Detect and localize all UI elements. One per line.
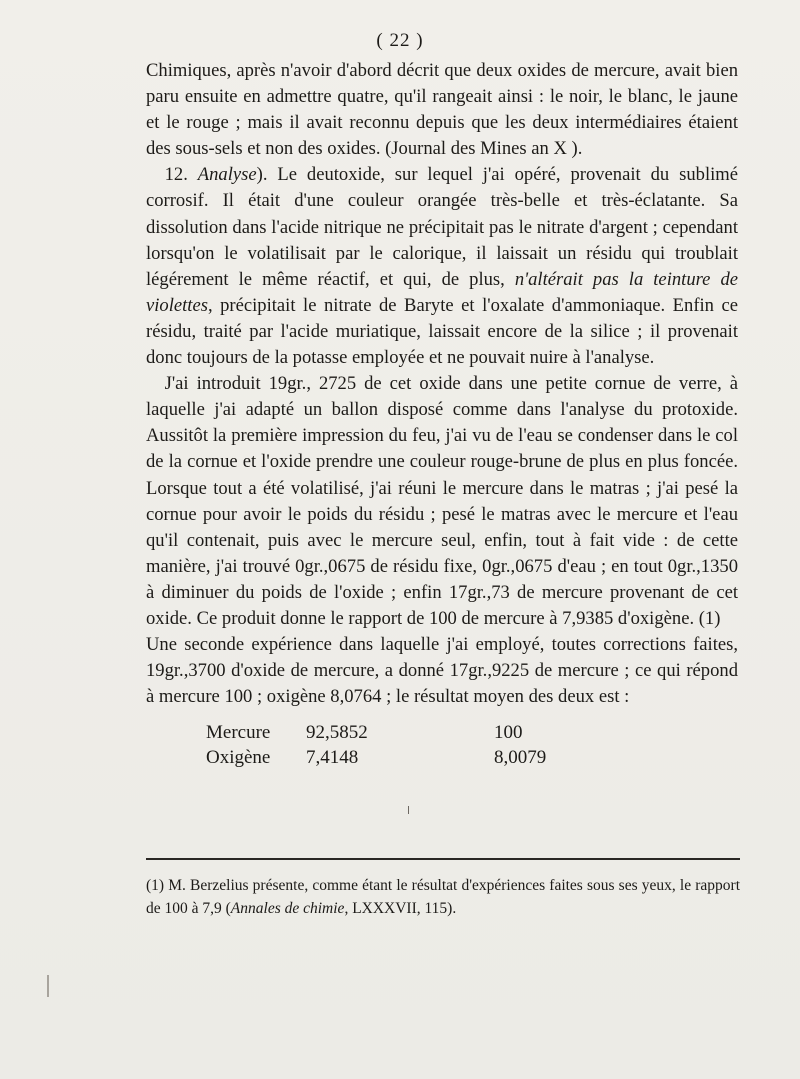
result-label: Oxigène [206, 747, 271, 769]
print-mark [408, 806, 409, 814]
paragraph-continuation: Chimiques, après n'avoir d'abord décrit que deux oxides de mercure, avait bien paru ensuite en admettre quatre, qu'il rangeait ainsi : le noir, le blanc, le jaune et le rouge ; mais il avait reconnu depuis que les deux intermédiaires étaient des sous-sels et non des oxides. (Journal des Mines an X ). [146, 60, 738, 160]
result-value: 92,5852 [306, 722, 368, 744]
result-row-mercure [206, 720, 738, 745]
paragraph-section-12 [146, 162, 738, 371]
result-ratio: 100 [494, 722, 523, 744]
result-ratio: 8,0079 [494, 747, 547, 769]
results-table [206, 720, 738, 770]
footnote [146, 874, 740, 920]
result-value: 7,4148 [306, 747, 359, 769]
footnote-citation: Annales de chimie [230, 900, 345, 917]
footnote-text: (1) M. Berzelius présente, comme étant le résultat d'expériences faites sous ses yeux, le rapport de 100 à 7,9 ( [146, 877, 740, 917]
paragraph-experiment-1: J'ai introduit 19gr., 2725 de cet oxide dans une petite cornue de verre, à laquelle j'ai adapté un ballon disposé comme dans l'analyse du protoxide. Aussitôt la première impression du feu, j'ai vu de l'eau se condenser dans le col de la cornue et l'oxide prendre une couleur rouge-brune de plus en plus foncée. Lorsque tout a été volatilisé, j'ai réuni le mercure dans le matras ; j'ai pesé la cornue pour avoir le poids du résidu ; pesé le matras avec le mercure et l'eau qu'il contenait, puis avec le mercure seul, enfin, tout à fait vide : de cette manière, j'ai trouvé 0gr.,0675 de résidu fixe, 0gr.,0675 d'eau ; en tout 0gr.,1350 à diminuer du poids de l'oxide ; enfin 17gr.,73 de mercure provenant de cet oxide. Ce produit donne le rapport de 100 de mercure à 7,9385 d'oxigène. (1) [146, 373, 738, 629]
section-title-close: ). [256, 164, 268, 186]
footnote-rule [146, 858, 740, 860]
result-row-oxigene [206, 745, 738, 770]
margin-mark [47, 975, 49, 997]
result-label: Mercure [206, 722, 271, 744]
italic-phrase: n'altérait pas la teinture de violettes [146, 268, 738, 316]
section-12-text: Le deutoxide, sur lequel j'ai opéré, provenait du sublimé corrosif. Il était d'une couleur orangée très-belle et très-éclatante. Sa dissolution dans l'acide nitrique ne précipitait pas le nitrate d'argent ; cependant lorsqu'on le volatilisait par le calorique, il laissait un résidu qui troublait légérement le même réactif, et qui, de plus, [146, 164, 738, 290]
paragraph-experiment-2: Une seconde expérience dans laquelle j'ai employé, toutes corrections faites, 19gr.,3700 d'oxide de mercure, a donné 17gr.,9225 de mercure ; ce qui répond à mercure 100 ; oxigène 8,0764 ; le résultat moyen des deux est : [146, 634, 738, 708]
section-12-text-end: , précipitait le nitrate de Baryte et l'oxalate d'ammoniaque. Enfin ce résidu, traité par l'acide muriatique, laissait encore de la silice ; il provenait donc toujours de la potasse employée et ne pouvait nuire à l'analyse. [146, 294, 738, 369]
section-title: Analyse [197, 164, 257, 186]
main-text [146, 58, 738, 770]
section-number: 12. [164, 164, 188, 186]
page-number: ( 22 ) [376, 30, 424, 51]
footnote-text-end: , LXXXVII, 115). [344, 900, 457, 917]
